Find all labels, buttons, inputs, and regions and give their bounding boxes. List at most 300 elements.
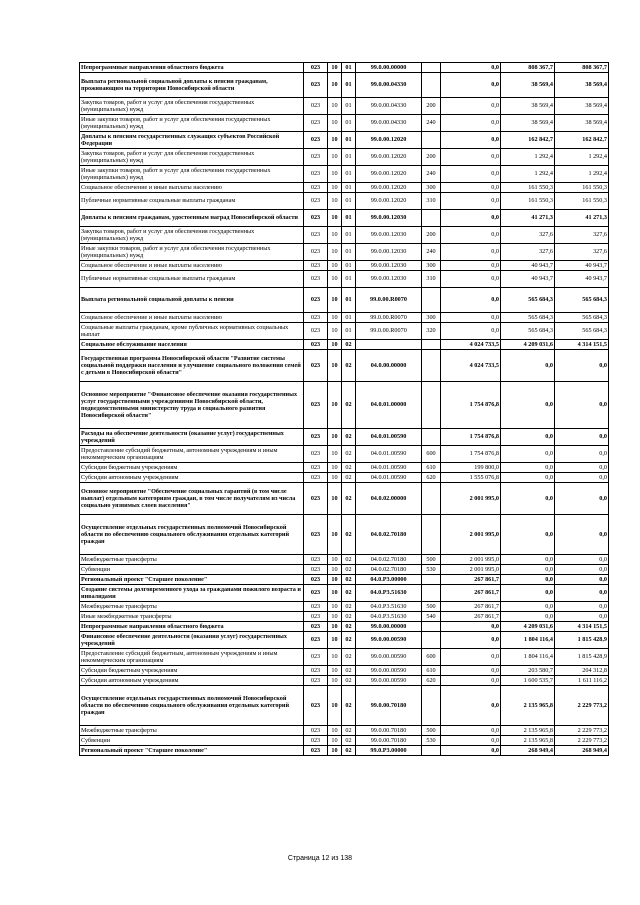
admin-code-cell: 023 [304,340,328,350]
admin-code-cell: 023 [304,555,328,565]
amount-year2-cell: 1 292,4 [501,149,555,166]
expense-name-cell: Доплаты к пенсиям гражданам, удостоенным наград Новосибирской области [80,210,304,227]
amount-year2-cell: 40 943,7 [501,271,555,288]
admin-code-cell: 023 [304,288,328,313]
expense-name-cell: Иные закупки товаров, работ и услуг для обеспечения государственных (муниципальных) нужд [80,115,304,132]
expense-name-cell: Осуществление отдельных государственных полномочий Новосибирской области по обеспечению социального обслуживания отдельных категорий граждан [80,686,304,726]
subsection-code-cell: 01 [342,98,356,115]
amount-year3-cell: 0,0 [555,555,609,565]
amount-year2-cell: 0,0 [501,585,555,602]
expense-type-cell: 310 [422,271,441,288]
expense-name-cell: Государственная программа Новосибирской области "Развитие системы социальной поддержки населения и улучшение социального положения семей с детьми в Новосибирской области" [80,350,304,382]
amount-year2-cell: 38 569,4 [501,115,555,132]
subsection-code-cell: 02 [342,726,356,736]
expense-type-cell: 500 [422,602,441,612]
admin-code-cell: 023 [304,210,328,227]
amount-year3-cell: 1 815 428,9 [555,632,609,649]
expense-name-cell: Иные межбюджетные трансферты [80,612,304,622]
amount-year2-cell: 0,0 [501,602,555,612]
subsection-code-cell: 02 [342,515,356,555]
subsection-code-cell: 01 [342,115,356,132]
table-row [80,575,609,585]
table-row [80,565,609,575]
amount-year3-cell: 161 550,3 [555,193,609,210]
section-code-cell: 10 [328,483,342,515]
page-number-footer: Страница 12 из 138 [287,855,353,862]
amount-year2-cell: 565 684,3 [501,323,555,340]
target-article-cell: 04.0.P3.00000 [356,575,422,585]
subsection-code-cell: 02 [342,676,356,686]
section-code-cell: 10 [328,429,342,446]
admin-code-cell: 023 [304,515,328,555]
expense-name-cell: Социальные выплаты гражданам, кроме публичных нормативных социальных выплат [80,323,304,340]
amount-year3-cell: 40 943,7 [555,261,609,271]
amount-year2-cell: 565 684,3 [501,288,555,313]
section-code-cell: 10 [328,676,342,686]
amount-year3-cell: 0,0 [555,473,609,483]
expense-name-cell: Предоставление субсидий бюджетным, автономным учреждениям и иным некоммерческим организациям [80,446,304,463]
table-row [80,98,609,115]
amount-year2-cell: 41 271,3 [501,210,555,227]
table-row [80,323,609,340]
amount-year3-cell: 0,0 [555,350,609,382]
expense-type-cell: 300 [422,183,441,193]
target-article-cell: 99.0.00.00590 [356,666,422,676]
admin-code-cell: 023 [304,575,328,585]
amount-year2-cell: 0,0 [501,483,555,515]
amount-year1-cell: 0,0 [441,726,501,736]
section-code-cell: 10 [328,73,342,98]
section-code-cell: 10 [328,115,342,132]
expense-type-cell: 240 [422,166,441,183]
amount-year1-cell: 0,0 [441,736,501,746]
target-article-cell: 99.0.00.04330 [356,73,422,98]
amount-year2-cell: 0,0 [501,473,555,483]
subsection-code-cell: 02 [342,473,356,483]
expense-type-cell: 240 [422,115,441,132]
expense-type-cell [422,288,441,313]
section-code-cell: 10 [328,446,342,463]
expense-name-cell: Доплаты к пенсиям государственных служащих субъектов Российской Федерации [80,132,304,149]
expense-name-cell: Субсидии бюджетным учреждениям [80,463,304,473]
amount-year3-cell: 2 229 773,2 [555,726,609,736]
expense-type-cell: 200 [422,227,441,244]
amount-year2-cell: 0,0 [501,382,555,429]
expense-name-cell: Закупка товаров, работ и услуг для обеспечения государственных (муниципальных) нужд [80,149,304,166]
subsection-code-cell: 02 [342,382,356,429]
section-code-cell: 10 [328,244,342,261]
target-article-cell: 99.0.00.12030 [356,271,422,288]
target-article-cell: 99.0.P3.00000 [356,746,422,756]
amount-year2-cell: 0,0 [501,555,555,565]
amount-year1-cell: 0,0 [441,166,501,183]
subsection-code-cell: 01 [342,271,356,288]
expense-name-cell: Субвенции [80,565,304,575]
admin-code-cell: 023 [304,676,328,686]
amount-year3-cell: 38 569,4 [555,115,609,132]
section-code-cell: 10 [328,602,342,612]
expense-name-cell: Финансовое обеспечение деятельности (оказания услуг) государственных учреждений [80,632,304,649]
table-row [80,63,609,73]
amount-year2-cell: 1 804 116,4 [501,632,555,649]
table-row [80,555,609,565]
subsection-code-cell: 01 [342,166,356,183]
expense-name-cell: Основное мероприятие "Финансовое обеспечение оказания государственных услуг государственными учреждениями Новосибирской области, подведомственными министерству труда и социального развития Новосибирской области" [80,382,304,429]
section-code-cell: 10 [328,183,342,193]
target-article-cell: 99.0.00.R0070 [356,288,422,313]
section-code-cell: 10 [328,132,342,149]
amount-year2-cell: 0,0 [501,350,555,382]
amount-year2-cell: 40 943,7 [501,261,555,271]
subsection-code-cell: 02 [342,446,356,463]
subsection-code-cell: 01 [342,313,356,323]
expense-type-cell [422,686,441,726]
target-article-cell: 99.0.00.12030 [356,227,422,244]
table-row [80,666,609,676]
section-code-cell: 10 [328,622,342,632]
admin-code-cell: 023 [304,350,328,382]
amount-year3-cell: 4 314 151,5 [555,622,609,632]
amount-year2-cell: 565 684,3 [501,313,555,323]
expense-type-cell: 610 [422,463,441,473]
subsection-code-cell: 02 [342,463,356,473]
amount-year2-cell: 1 804 116,4 [501,649,555,666]
expense-name-cell: Иные закупки товаров, работ и услуг для обеспечения государственных (муниципальных) нужд [80,244,304,261]
expense-name-cell: Субсидии автономным учреждениям [80,676,304,686]
table-row [80,210,609,227]
expense-name-cell: Межбюджетные трансферты [80,555,304,565]
expense-name-cell: Региональный проект "Старшее поколение" [80,575,304,585]
amount-year2-cell: 161 550,3 [501,183,555,193]
amount-year1-cell: 0,0 [441,686,501,726]
amount-year3-cell: 40 943,7 [555,271,609,288]
expense-type-cell [422,429,441,446]
expense-type-cell: 300 [422,261,441,271]
table-row [80,515,609,555]
expense-type-cell: 600 [422,446,441,463]
admin-code-cell: 023 [304,193,328,210]
admin-code-cell: 023 [304,313,328,323]
admin-code-cell: 023 [304,746,328,756]
section-code-cell: 10 [328,271,342,288]
amount-year3-cell: 0,0 [555,429,609,446]
expense-name-cell: Предоставление субсидий бюджетным, автономным учреждениям и иным некоммерческим организациям [80,649,304,666]
expense-name-cell: Социальное обеспечение и иные выплаты населению [80,313,304,323]
target-article-cell: 99.0.00.00000 [356,622,422,632]
amount-year1-cell: 0,0 [441,244,501,261]
expense-name-cell: Расходы на обеспечение деятельности (оказание услуг) государственных учреждений [80,429,304,446]
target-article-cell: 04.0.02.70180 [356,555,422,565]
amount-year1-cell: 1 754 876,8 [441,446,501,463]
subsection-code-cell: 01 [342,193,356,210]
expense-type-cell [422,63,441,73]
subsection-code-cell: 02 [342,746,356,756]
amount-year3-cell: 2 229 773,2 [555,736,609,746]
section-code-cell: 10 [328,746,342,756]
amount-year2-cell: 0,0 [501,446,555,463]
amount-year3-cell: 0,0 [555,446,609,463]
subsection-code-cell: 02 [342,736,356,746]
subsection-code-cell: 02 [342,340,356,350]
expense-type-cell [422,622,441,632]
subsection-code-cell: 02 [342,575,356,585]
expense-name-cell: Закупка товаров, работ и услуг для обеспечения государственных (муниципальных) нужд [80,227,304,244]
expense-type-cell: 500 [422,726,441,736]
amount-year3-cell: 0,0 [555,612,609,622]
expense-type-cell: 500 [422,555,441,565]
subsection-code-cell: 02 [342,565,356,575]
section-code-cell: 10 [328,149,342,166]
amount-year1-cell: 0,0 [441,132,501,149]
table-row [80,612,609,622]
section-code-cell: 10 [328,98,342,115]
amount-year2-cell: 0,0 [501,463,555,473]
amount-year2-cell: 268 949,4 [501,746,555,756]
expense-type-cell [422,585,441,602]
admin-code-cell: 023 [304,98,328,115]
expense-name-cell: Непрограммные направления областного бюджета [80,63,304,73]
target-article-cell: 99.0.00.R0070 [356,313,422,323]
subsection-code-cell: 02 [342,585,356,602]
amount-year2-cell: 4 209 031,6 [501,622,555,632]
amount-year1-cell: 0,0 [441,210,501,227]
expense-name-cell: Субсидии бюджетным учреждениям [80,666,304,676]
amount-year1-cell: 0,0 [441,622,501,632]
subsection-code-cell: 02 [342,649,356,666]
amount-year1-cell: 2 001 995,0 [441,483,501,515]
subsection-code-cell: 01 [342,244,356,261]
section-code-cell: 10 [328,340,342,350]
amount-year1-cell: 0,0 [441,632,501,649]
admin-code-cell: 023 [304,115,328,132]
amount-year1-cell: 0,0 [441,63,501,73]
section-code-cell: 10 [328,736,342,746]
amount-year2-cell: 1 292,4 [501,166,555,183]
target-article-cell: 99.0.00.00590 [356,676,422,686]
amount-year3-cell: 565 684,3 [555,288,609,313]
target-article-cell: 99.0.00.04330 [356,98,422,115]
table-row [80,313,609,323]
target-article-cell: 99.0.00.12020 [356,132,422,149]
amount-year3-cell: 38 569,4 [555,73,609,98]
amount-year1-cell: 1 754 876,8 [441,429,501,446]
amount-year3-cell: 0,0 [555,575,609,585]
amount-year3-cell: 0,0 [555,515,609,555]
expense-name-cell: Выплата региональной социальной доплаты к пенсии [80,288,304,313]
table-row [80,746,609,756]
admin-code-cell: 023 [304,686,328,726]
section-code-cell: 10 [328,323,342,340]
amount-year3-cell: 4 314 151,5 [555,340,609,350]
amount-year3-cell: 38 569,4 [555,98,609,115]
amount-year2-cell: 808 367,7 [501,63,555,73]
table-row [80,686,609,726]
amount-year1-cell: 0,0 [441,288,501,313]
expense-name-cell: Социальное обеспечение и иные выплаты населению [80,183,304,193]
amount-year3-cell: 327,6 [555,244,609,261]
amount-year1-cell: 0,0 [441,323,501,340]
amount-year1-cell: 267 861,7 [441,602,501,612]
amount-year3-cell: 1 611 116,2 [555,676,609,686]
amount-year1-cell: 0,0 [441,227,501,244]
section-code-cell: 10 [328,726,342,736]
expense-type-cell [422,132,441,149]
admin-code-cell: 023 [304,602,328,612]
expense-type-cell [422,210,441,227]
amount-year2-cell: 161 550,3 [501,193,555,210]
target-article-cell: 99.0.00.00000 [356,63,422,73]
expense-type-cell [422,483,441,515]
admin-code-cell: 023 [304,166,328,183]
section-code-cell: 10 [328,463,342,473]
admin-code-cell: 023 [304,736,328,746]
table-row [80,244,609,261]
expense-name-cell: Социальное обслуживание населения [80,340,304,350]
table-row [80,271,609,288]
target-article-cell: 99.0.00.12030 [356,244,422,261]
table-row [80,585,609,602]
amount-year3-cell: 0,0 [555,382,609,429]
admin-code-cell: 023 [304,483,328,515]
amount-year1-cell: 0,0 [441,98,501,115]
expense-type-cell [422,575,441,585]
amount-year1-cell: 199 800,0 [441,463,501,473]
admin-code-cell: 023 [304,666,328,676]
amount-year1-cell: 0,0 [441,183,501,193]
target-article-cell: 99.0.00.12020 [356,166,422,183]
admin-code-cell: 023 [304,565,328,575]
admin-code-cell: 023 [304,227,328,244]
target-article-cell: 99.0.00.70180 [356,736,422,746]
subsection-code-cell: 02 [342,622,356,632]
target-article-cell: 99.0.00.00590 [356,632,422,649]
amount-year3-cell: 0,0 [555,483,609,515]
expense-name-cell: Иные закупки товаров, работ и услуг для обеспечения государственных (муниципальных) нужд [80,166,304,183]
amount-year1-cell: 0,0 [441,261,501,271]
admin-code-cell: 023 [304,726,328,736]
target-article-cell: 04.0.P3.51630 [356,585,422,602]
target-article-cell: 99.0.00.R0070 [356,323,422,340]
table-row [80,736,609,746]
admin-code-cell: 023 [304,473,328,483]
admin-code-cell: 023 [304,244,328,261]
amount-year1-cell: 2 001 995,0 [441,555,501,565]
admin-code-cell: 023 [304,261,328,271]
amount-year3-cell: 0,0 [555,463,609,473]
section-code-cell: 10 [328,585,342,602]
expense-type-cell: 600 [422,649,441,666]
expense-type-cell: 300 [422,313,441,323]
amount-year3-cell: 1 815 428,9 [555,649,609,666]
admin-code-cell: 023 [304,382,328,429]
amount-year3-cell: 1 292,4 [555,166,609,183]
target-article-cell: 99.0.00.12030 [356,210,422,227]
admin-code-cell: 023 [304,271,328,288]
amount-year1-cell: 0,0 [441,271,501,288]
subsection-code-cell: 02 [342,555,356,565]
section-code-cell: 10 [328,666,342,676]
expense-type-cell: 620 [422,473,441,483]
amount-year1-cell: 4 024 733,5 [441,340,501,350]
admin-code-cell: 023 [304,73,328,98]
expense-name-cell: Выплата региональной социальной доплаты к пенсии гражданам, проживающим на территории Новосибирской области [80,73,304,98]
section-code-cell: 10 [328,227,342,244]
amount-year1-cell: 0,0 [441,676,501,686]
subsection-code-cell: 01 [342,288,356,313]
amount-year2-cell: 327,6 [501,227,555,244]
section-code-cell: 10 [328,166,342,183]
amount-year2-cell: 2 135 965,8 [501,726,555,736]
amount-year3-cell: 204 312,8 [555,666,609,676]
target-article-cell: 99.0.00.70180 [356,686,422,726]
target-article-cell: 04.0.01.00000 [356,382,422,429]
target-article-cell: 99.0.00.12020 [356,149,422,166]
table-row [80,726,609,736]
budget-table [79,62,609,756]
amount-year3-cell: 161 550,3 [555,183,609,193]
table-row [80,149,609,166]
amount-year2-cell: 162 842,7 [501,132,555,149]
expense-type-cell: 240 [422,244,441,261]
amount-year2-cell: 2 135 965,8 [501,686,555,726]
amount-year1-cell: 267 861,7 [441,575,501,585]
expense-type-cell [422,382,441,429]
subsection-code-cell: 01 [342,227,356,244]
section-code-cell: 10 [328,210,342,227]
amount-year1-cell: 0,0 [441,115,501,132]
section-code-cell: 10 [328,632,342,649]
table-row [80,463,609,473]
amount-year2-cell: 4 209 031,6 [501,340,555,350]
table-row [80,382,609,429]
admin-code-cell: 023 [304,446,328,463]
amount-year2-cell: 1 600 535,7 [501,676,555,686]
subsection-code-cell: 02 [342,612,356,622]
subsection-code-cell: 02 [342,686,356,726]
subsection-code-cell: 01 [342,73,356,98]
section-code-cell: 10 [328,565,342,575]
table-row [80,115,609,132]
subsection-code-cell: 02 [342,666,356,676]
expense-name-cell: Социальное обеспечение и иные выплаты населению [80,261,304,271]
admin-code-cell: 023 [304,429,328,446]
table-row [80,340,609,350]
admin-code-cell: 023 [304,612,328,622]
admin-code-cell: 023 [304,622,328,632]
target-article-cell: 04.0.02.00000 [356,483,422,515]
admin-code-cell: 023 [304,183,328,193]
section-code-cell: 10 [328,473,342,483]
admin-code-cell: 023 [304,463,328,473]
section-code-cell: 10 [328,313,342,323]
target-article-cell: 99.0.00.70180 [356,726,422,736]
table-row [80,227,609,244]
admin-code-cell: 023 [304,649,328,666]
expense-type-cell: 530 [422,565,441,575]
target-article-cell: 99.0.00.12020 [356,193,422,210]
target-article-cell: 04.0.P3.51630 [356,612,422,622]
subsection-code-cell: 02 [342,429,356,446]
expense-type-cell [422,515,441,555]
amount-year3-cell: 2 229 773,2 [555,686,609,726]
expense-name-cell: Субвенции [80,736,304,746]
target-article-cell: 99.0.00.12020 [356,183,422,193]
amount-year2-cell: 0,0 [501,429,555,446]
amount-year3-cell: 0,0 [555,565,609,575]
expense-type-cell [422,632,441,649]
amount-year3-cell: 0,0 [555,585,609,602]
amount-year2-cell: 203 580,7 [501,666,555,676]
